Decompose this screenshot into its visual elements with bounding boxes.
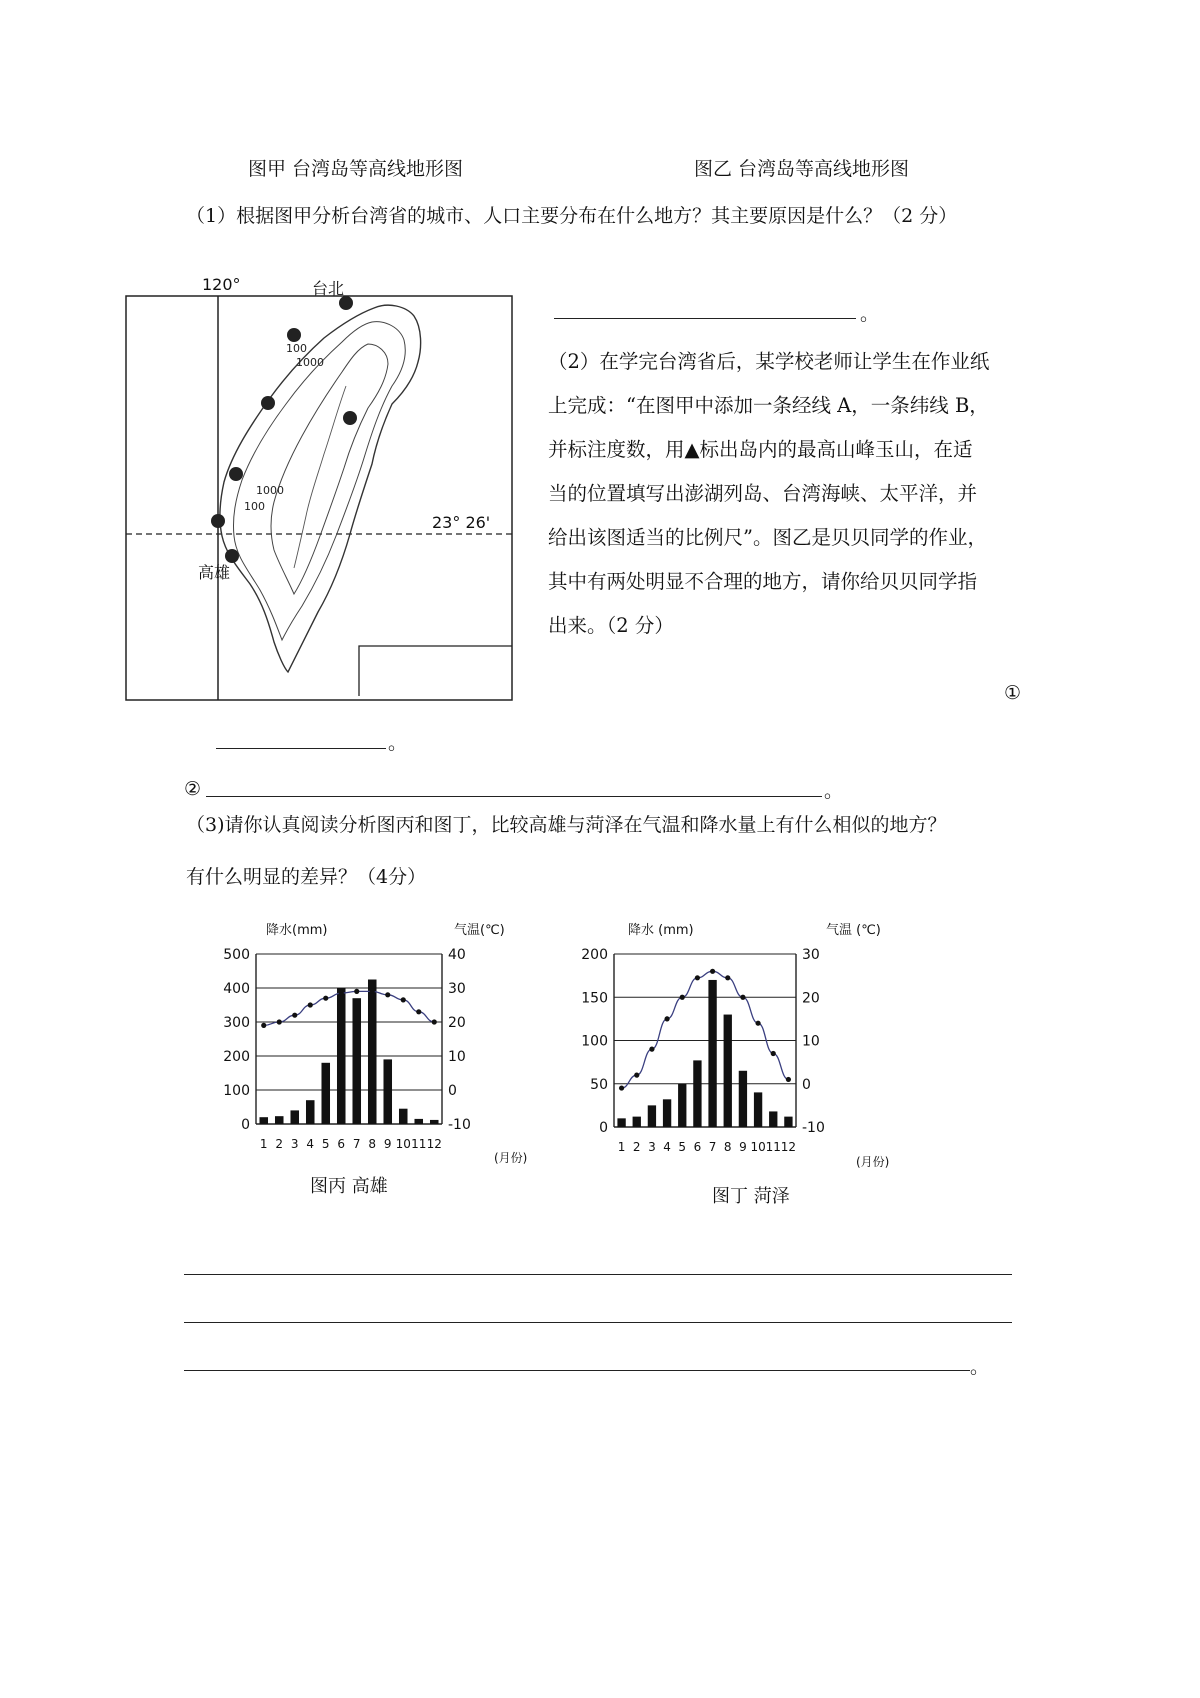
x-tick-label: 7	[352, 1137, 361, 1151]
x-tick-label: 4	[306, 1137, 315, 1151]
taiwan-contour-map	[110, 268, 530, 704]
precip-bar	[337, 988, 346, 1124]
temperature-point	[261, 1023, 266, 1028]
x-tick-label: 10	[395, 1137, 411, 1151]
question-2-line: 给出该图适当的比例尺”。图乙是贝贝同学的作业，	[548, 526, 987, 549]
y-tick-right: 20	[448, 1015, 466, 1031]
precip-bar	[754, 1092, 762, 1127]
question-3-line-1: （3)请你认真阅读分析图丙和图丁，比较高雄与菏泽在气温和降水量上有什么相似的地方？	[186, 814, 947, 836]
temperature-point	[664, 1016, 669, 1021]
q3-end-mark: 。	[970, 1356, 990, 1378]
city-marker	[211, 514, 225, 528]
y-tick-right: 10	[802, 1033, 820, 1050]
left-axis-label: 降水(mm)	[266, 923, 328, 938]
temperature-point	[385, 992, 390, 997]
precip-bar	[352, 998, 361, 1124]
precip-bar	[693, 1060, 701, 1127]
temperature-point	[370, 989, 375, 994]
y-tick-right: 30	[448, 981, 466, 997]
city-marker	[225, 549, 239, 563]
x-tick-label: 6	[693, 1140, 702, 1154]
x-tick-label: 4	[663, 1140, 671, 1154]
temperature-line	[622, 971, 789, 1088]
q2-1-end-mark: 。	[388, 732, 408, 754]
question-2-line: 出来。（2 分）	[548, 614, 674, 637]
left-axis-label: 降水 (mm)	[628, 923, 694, 938]
answer-2-marker: ②	[184, 778, 202, 800]
precip-bar	[259, 1117, 268, 1124]
x-tick-label: 11	[765, 1140, 781, 1154]
precip-bar	[430, 1120, 439, 1124]
x-tick-label: 8	[723, 1140, 732, 1154]
q2-2-end-mark: 。	[824, 780, 844, 802]
precip-bar	[663, 1099, 671, 1127]
temperature-point	[649, 1047, 654, 1052]
y-tick-left: 0	[599, 1120, 608, 1136]
city-marker	[287, 328, 301, 342]
x-tick-label: 1	[259, 1137, 268, 1151]
x-unit-label: (月份)	[856, 1155, 890, 1169]
temperature-point	[416, 1009, 421, 1014]
temperature-point	[323, 996, 328, 1001]
question-2-line: 上完成：“在图甲中添加一条经线 A，一条纬线 B，	[548, 394, 989, 417]
precip-bar	[414, 1119, 423, 1124]
y-tick-left: 50	[590, 1076, 608, 1093]
q1-end-mark: 。	[860, 303, 880, 325]
fig-a-caption: 图甲 台湾岛等高线地形图	[248, 158, 464, 180]
question-2-line: 并标注度数，用▲标出岛内的最高山峰玉山，在适	[548, 438, 973, 461]
temperature-point	[786, 1077, 791, 1082]
contour-label: 100	[286, 342, 307, 355]
city-marker	[339, 296, 353, 310]
precip-bar	[321, 1063, 330, 1124]
temperature-point	[619, 1085, 624, 1090]
precip-bar	[399, 1109, 408, 1124]
x-tick-label: 7	[708, 1140, 717, 1154]
temperature-point	[710, 969, 715, 974]
temperature-point	[695, 975, 700, 980]
precip-bar	[368, 980, 377, 1125]
x-tick-label: 12	[426, 1137, 442, 1151]
precip-bar	[290, 1110, 299, 1124]
temperature-point	[292, 1013, 297, 1018]
x-tick-label: 10	[750, 1140, 766, 1154]
y-tick-right: -10	[448, 1117, 471, 1133]
right-axis-label: 气温(℃)	[454, 923, 505, 938]
answer-line-q1[interactable]	[554, 318, 856, 319]
chart-caption: 图丙 高雄	[310, 1176, 388, 1197]
answer-line-q3-2[interactable]	[184, 1322, 1012, 1323]
temperature-point	[339, 991, 344, 996]
precip-bar	[383, 1059, 392, 1124]
climate-chart-kaohsiung	[223, 918, 546, 1198]
x-tick-label: 9	[739, 1140, 747, 1154]
answer-line-q2-1[interactable]	[216, 748, 386, 749]
question-2-line: 其中有两处明显不合理的地方，请你给贝贝同学指	[548, 570, 978, 593]
x-tick-label: 1	[617, 1140, 626, 1154]
x-unit-label: (月份)	[494, 1151, 528, 1165]
x-tick-label: 5	[321, 1137, 330, 1151]
contour-label: 1000	[256, 484, 284, 497]
precip-bar	[724, 1015, 732, 1127]
temperature-point	[725, 975, 730, 980]
city-marker	[343, 411, 357, 425]
temperature-line	[264, 991, 435, 1025]
temperature-point	[634, 1073, 639, 1078]
precip-bar	[784, 1117, 792, 1127]
precip-bar	[617, 1118, 625, 1127]
y-tick-right: 0	[802, 1076, 811, 1093]
x-tick-label: 5	[678, 1140, 687, 1154]
temperature-point	[354, 989, 359, 994]
x-tick-label: 12	[780, 1140, 797, 1154]
temperature-point	[308, 1002, 313, 1007]
y-tick-left: 500	[223, 947, 250, 963]
temperature-point	[755, 1021, 760, 1026]
temperature-point	[432, 1019, 437, 1024]
city-marker	[261, 396, 275, 410]
x-tick-label: 11	[411, 1137, 427, 1151]
y-tick-left: 0	[241, 1117, 250, 1133]
y-tick-left: 100	[223, 1083, 250, 1099]
x-tick-label: 8	[368, 1137, 377, 1151]
precip-bar	[769, 1111, 777, 1127]
precip-bar	[306, 1100, 315, 1124]
temperature-point	[401, 997, 406, 1002]
y-tick-left: 200	[223, 1049, 250, 1065]
y-tick-left: 150	[581, 990, 608, 1007]
answer-line-q2-2[interactable]	[206, 796, 822, 797]
y-tick-left: 200	[581, 947, 608, 963]
answer-line-q3-1[interactable]	[184, 1274, 1012, 1275]
temperature-point	[277, 1019, 282, 1024]
temperature-point	[771, 1051, 776, 1056]
fig-b-caption: 图乙 台湾岛等高线地形图	[694, 158, 910, 180]
ridge-contour	[294, 386, 346, 568]
y-tick-right: 10	[448, 1049, 466, 1065]
answer-line-q3-3[interactable]	[184, 1370, 970, 1371]
precip-bar	[708, 980, 716, 1127]
question-1: （1）根据图甲分析台湾省的城市、人口主要分布在什么地方？其主要原因是什么？（2 分）	[186, 205, 958, 227]
y-tick-right: 30	[802, 947, 820, 963]
question-3-line-2: 有什么明显的差异？（4分）	[186, 866, 427, 888]
precip-bar	[648, 1105, 656, 1127]
contour-label: 1000	[296, 356, 324, 369]
climate-chart-heze	[581, 918, 920, 1210]
y-tick-right: 40	[448, 947, 466, 963]
inset-box	[359, 646, 512, 696]
chart-caption: 图丁 菏泽	[712, 1186, 790, 1207]
question-2	[548, 340, 989, 648]
x-tick-label: 3	[290, 1137, 299, 1151]
city-marker	[229, 467, 243, 481]
x-tick-label: 2	[275, 1137, 284, 1151]
temperature-point	[740, 995, 745, 1000]
y-tick-left: 300	[223, 1015, 250, 1031]
y-tick-right: -10	[802, 1120, 825, 1136]
x-tick-label: 6	[337, 1137, 346, 1151]
y-tick-right: 20	[802, 990, 820, 1007]
precip-bar	[275, 1116, 284, 1124]
contour-label: 100	[244, 500, 265, 513]
y-tick-left: 400	[223, 981, 250, 997]
latitude-label: 23° 26'	[432, 513, 491, 532]
x-tick-label: 9	[383, 1137, 392, 1151]
contour-100	[233, 322, 405, 640]
x-tick-label: 2	[632, 1140, 641, 1154]
city-label-taipei: 台北	[312, 279, 345, 298]
y-tick-right: 0	[448, 1083, 457, 1099]
precip-bar	[678, 1084, 686, 1127]
precip-bar	[633, 1117, 641, 1127]
y-tick-left: 100	[581, 1033, 608, 1050]
x-tick-label: 3	[648, 1140, 656, 1154]
right-axis-label: 气温 (℃)	[826, 923, 881, 938]
answer-1-marker: ①	[1004, 682, 1022, 704]
longitude-label: 120°	[202, 275, 241, 294]
precip-bar	[739, 1071, 747, 1127]
question-2-line: （2）在学完台湾省后，某学校老师让学生在作业纸	[548, 350, 990, 373]
temperature-point	[680, 995, 685, 1000]
question-2-line: 当的位置填写出澎湖列岛、台湾海峡、太平洋，并	[548, 482, 978, 505]
city-label-kaohsiung: 高雄	[198, 563, 231, 582]
